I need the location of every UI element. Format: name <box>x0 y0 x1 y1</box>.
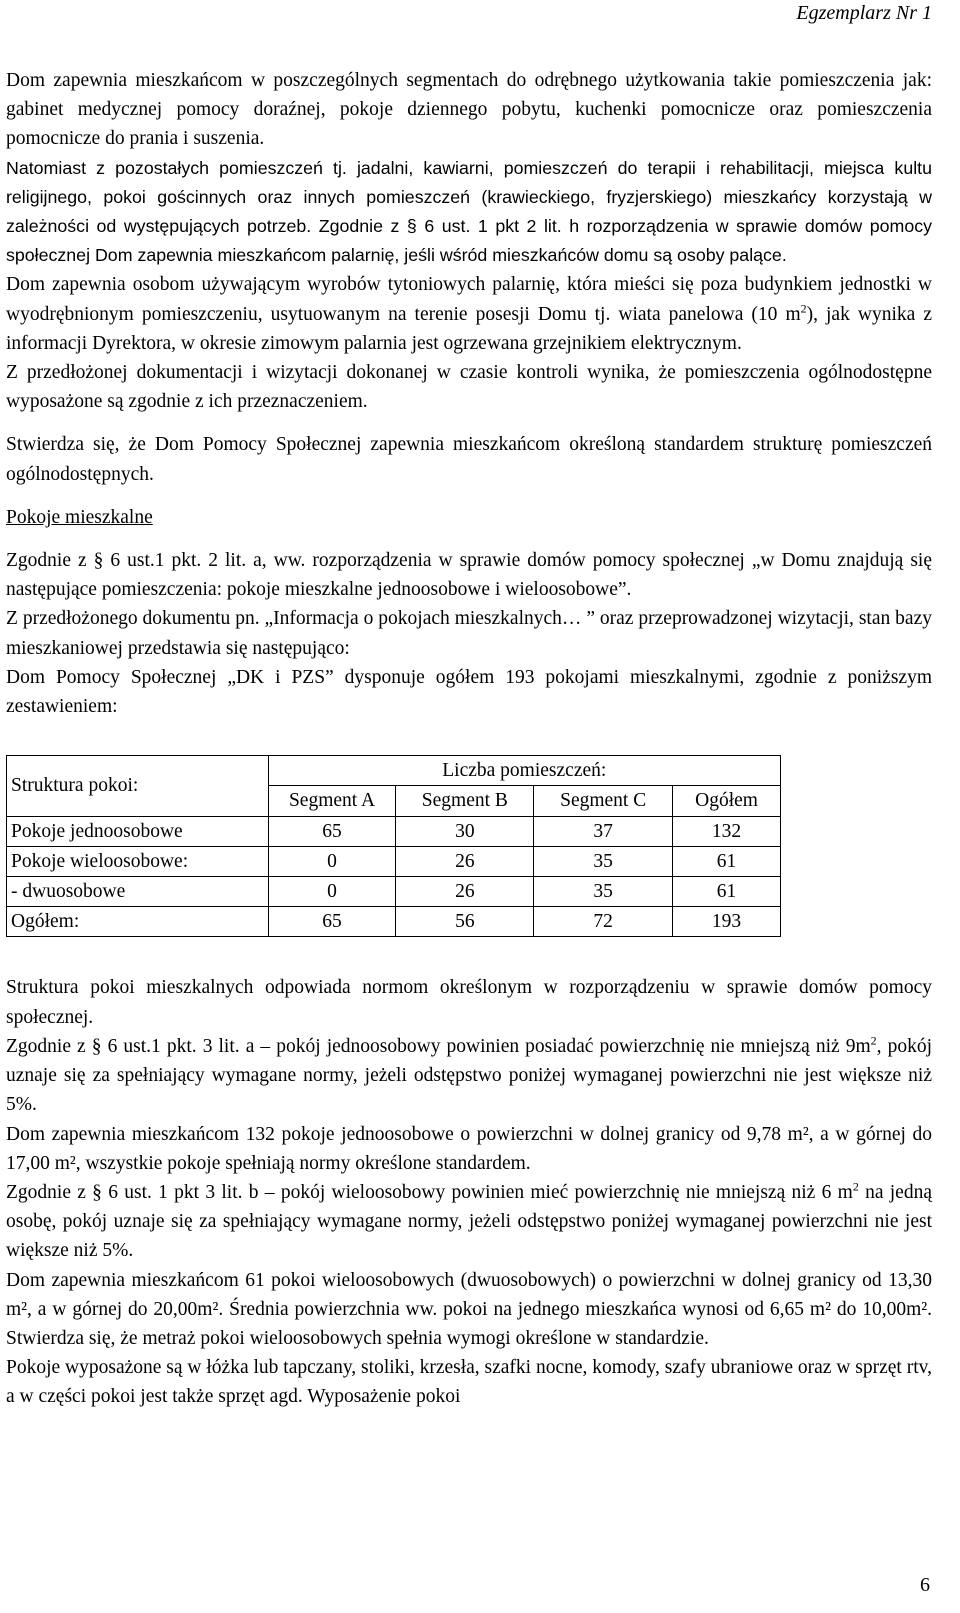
paragraph-other-rooms: Natomiast z pozostałych pomieszczeń tj. jadalni, kawiarni, pomieszczeń do terapii i rehabilitacji, miejsca kultu religijnego, pokoi gościnnych oraz innych pomieszczeń (krawieckiego, fryzjerskiego) mieszkańcy korzystają w zależności od występujących potrzeb. Zgodnie z § 6 ust. 1 pkt 2 lit. h rozporządzenia w sprawie domów pomocy społecznej Dom zapewnia mieszkańcom palarnię, jeśli wśród mieszkańców domu są osoby palące. <box>6 157 932 266</box>
table-cell: 193 <box>673 907 781 937</box>
row-label: Pokoje jednoosobowe <box>7 816 269 846</box>
table-header-row <box>7 756 781 786</box>
paragraph-conclusion: Stwierdza się, że Dom Pomocy Społecznej zapewnia mieszkańcom określoną standardem strukturę pomieszczeń ogólnodostępnych. <box>6 434 932 485</box>
table-cell: 35 <box>534 877 673 907</box>
row-label: Pokoje wieloosobowe: <box>7 846 269 876</box>
table-row <box>7 846 781 876</box>
table-cell: 72 <box>534 907 673 937</box>
paragraph-multi-room-norm: Zgodnie z § 6 ust. 1 pkt 3 lit. b – pokój wieloosobowy powinien mieć powierzchnię nie mniejszą niż 6 $m^2$ na jedną osobę, pokój uznaje się za spełniający wymagane normy, jeżeli odstępstwo poniżej wymaganej powierzchni nie jest większe niż 5%. <box>6 1179 932 1262</box>
paragraph-single-room-norm: Zgodnie z § 6 ust.1 pkt. 3 lit. a – pokój jednoosobowy powinien posiadać powierzchnię nie mniejszą niż $9m^2$, pokój uznaje się za spełniający wymagane normy, jeżeli odstępstwo poniżej wymaganej powierzchni nie jest większe niż 5%. <box>6 1033 932 1116</box>
table-cell: 35 <box>534 846 673 876</box>
paragraph-regulation: Zgodnie z § 6 ust.1 pkt. 2 lit. a, ww. rozporządzenia w sprawie domów pomocy społecznej „w Domu znajdują się następujące pomieszczenia: pokoje mieszkalne jednoosobowe i wieloosobowe”. <box>6 550 932 601</box>
paragraph-multi-rooms: Dom zapewnia mieszkańcom 61 pokoi wieloosobowych (dwuosobowych) o powierzchni w dolnej granicy od 13,30 m², a w górnej do 20,00m². Średnia powierzchnia ww. pokoi na jednego mieszkańca wynosi od 6,65 m² do 10,00m². Stwierdza się, że metraż pokoi wieloosobowych spełnia wymogi określone w standardzie. <box>6 1269 932 1349</box>
table-cell: 26 <box>396 877 534 907</box>
paragraph-single-rooms: Dom zapewnia mieszkańcom 132 pokoje jednoosobowe o powierzchni w dolnej granicy od 9,78 m², a w górnej do 17,00 m², wszystkie pokoje spełniają normy określone standardem. <box>6 1123 932 1174</box>
column-header: Segment C <box>534 786 673 816</box>
table-row <box>7 907 781 937</box>
column-header: Segment B <box>396 786 534 816</box>
table-row <box>7 816 781 846</box>
table-cell: 61 <box>673 877 781 907</box>
table-cell: 0 <box>268 846 396 876</box>
column-header: Ogółem <box>673 786 781 816</box>
table-cell: 56 <box>396 907 534 937</box>
copy-number-header: Egzemplarz Nr 1 <box>796 2 932 24</box>
paragraph-room-equipment: Pokoje wyposażone są w łóżka lub tapczany, stoliki, krzesła, szafki nocne, komody, szafy ubraniowe oraz w sprzęt rtv, a w części pokoi jest także sprzęt agd. Wyposażenie pokoi <box>6 1357 932 1408</box>
table-row <box>7 877 781 907</box>
table-cell: 37 <box>534 816 673 846</box>
table-cell: 61 <box>673 846 781 876</box>
paragraph-document-info: Z przedłożonego dokumentu pn. „Informacja o pokojach mieszkalnych… ” oraz przeprowadzonej wizytacji, stan bazy mieszkaniowej przedstawia się następująco: <box>6 608 932 659</box>
page-number: 6 <box>920 1574 930 1596</box>
table-group-header: Liczba pomieszczeń: <box>268 756 780 786</box>
paragraph-structure-compliance: Struktura pokoi mieszkalnych odpowiada normom określonym w rozporządzeniu w sprawie domów pomocy społecznej. <box>6 977 932 1028</box>
row-label: Ogółem: <box>7 907 269 937</box>
paragraph-common-rooms: Dom zapewnia mieszkańcom w poszczególnych segmentach do odrębnego użytkowania takie pomieszczenia jak: gabinet medycznej pomocy doraźnej, pokoje dziennego pobytu, kuchenki pomocnicze oraz pomieszczenia pomocnicze do prania i suszenia. <box>6 70 932 150</box>
table-cell: 132 <box>673 816 781 846</box>
section-title-rooms: Pokoje mieszkalne <box>6 506 153 528</box>
row-label: - dwuosobowe <box>7 877 269 907</box>
room-structure-table <box>6 755 781 937</box>
table-cell: 26 <box>396 846 534 876</box>
table-cell: 30 <box>396 816 534 846</box>
column-header: Segment A <box>268 786 396 816</box>
table-corner-label: Struktura pokoi: <box>7 756 269 816</box>
paragraph-inspection-result: Z przedłożonej dokumentacji i wizytacji dokonanej w czasie kontroli wynika, że pomieszczenia ogólnodostępne wyposażone są zgodnie z ich przeznaczeniem. <box>6 362 932 413</box>
paragraph-smoking-room: Dom zapewnia osobom używającym wyrobów tytoniowych palarnię, która mieści się poza budynkiem jednostki w wyodrębnionym pomieszczeniu, usytuowanym na terenie posesji Domu tj. wiata panelowa (10 $m^2$), jak wynika z informacji Dyrektora, w okresie zimowym palarnia jest ogrzewana grzejnikiem elektrycznym. <box>6 274 932 354</box>
table-cell: 65 <box>268 816 396 846</box>
table-cell: 65 <box>268 907 396 937</box>
table-cell: 0 <box>268 877 396 907</box>
document-body <box>6 66 932 1412</box>
paragraph-room-count: Dom Pomocy Społecznej „DK i PZS” dysponuje ogółem 193 pokojami mieszkalnymi, zgodnie z poniższym zestawieniem: <box>6 666 932 718</box>
